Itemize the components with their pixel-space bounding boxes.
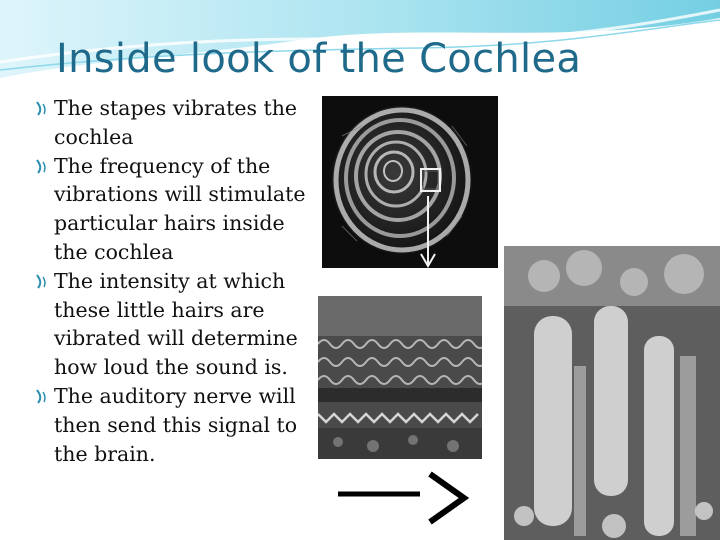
bullet-text: The stapes vibrates the cochlea: [54, 96, 298, 149]
bullet-glyph-icon: [34, 271, 52, 291]
bullet-text: The intensity at which these little hairs are vibrated will determine how loud the sound is.: [54, 268, 298, 380]
bullet-text: The frequency of the vibrations will stimulate particular hairs inside the cochlea: [54, 153, 306, 264]
bullet-glyph-icon: [34, 156, 52, 176]
bullet-item: [34, 152, 324, 267]
hair-cell-rows-photo: [318, 296, 482, 459]
bullet-item: [34, 382, 324, 468]
right-arrow-icon: [334, 470, 470, 526]
bullet-glyph-icon: [34, 98, 52, 118]
callout-box-icon: [418, 166, 444, 194]
bullet-list: [34, 94, 324, 468]
hair-cell-closeup-photo: [504, 246, 720, 540]
slide-title: Inside look of the Cochlea: [56, 36, 582, 82]
bullet-text: The auditory nerve will then send this signal to the brain.: [54, 383, 298, 466]
down-arrow-icon: [418, 196, 438, 270]
bullet-glyph-icon: [34, 386, 52, 406]
bullet-item: [34, 94, 324, 152]
bullet-item: [34, 267, 324, 382]
cochlea-spiral-photo: [322, 96, 498, 268]
